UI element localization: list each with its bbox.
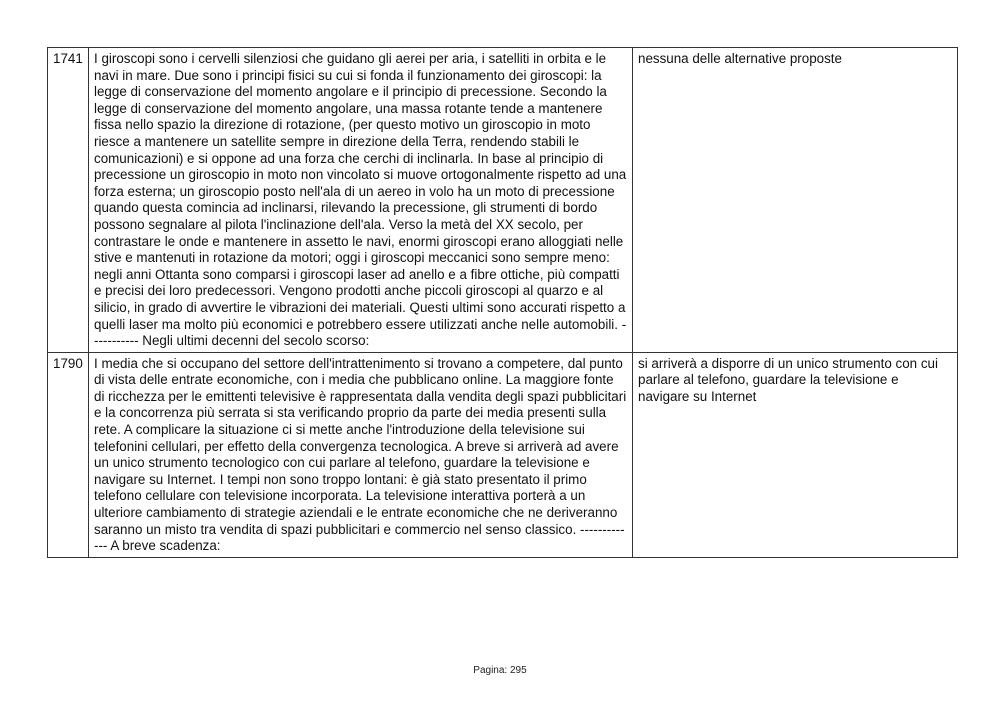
- table-row: [48, 48, 958, 353]
- table-row: [48, 352, 958, 557]
- question-number: 1790: [48, 352, 89, 557]
- answer-text: si arriverà a disporre di un unico strumento con cui parlare al telefono, guardare la televisione e navigare su Internet: [633, 352, 958, 557]
- questions-table: [47, 47, 958, 558]
- question-number: 1741: [48, 48, 89, 353]
- question-text: I media che si occupano del settore dell'intrattenimento si trovano a competere, dal punto di vista delle entrate economiche, con i media che pubblicano online. La maggiore fonte di ricchezza per le emittenti televisive è rappresentata dalla vendita degli spazi pubblicitari e la concorrenza più serrata si sta verificando proprio da parte dei media presenti sulla rete. A complicare la situazione ci si mette anche l'introduzione della televisione sui telefonini cellulari, per effetto della convergenza tecnologica. A breve si arriverà ad avere un unico strumento tecnologico con cui parlare al telefono, guardare la televisione e navigare su Internet. I tempi non sono troppo lontani: è già stato presentato il primo telefono cellulare con televisione incorporata. La televisione interattiva porterà a un ulteriore cambiamento di strategie aziendali e le entrate economiche che ne deriveranno saranno un misto tra vendita di spazi pubblicitari e commercio nel senso classico. ------------- A breve scadenza:: [89, 352, 633, 557]
- page-number: Pagina: 295: [473, 665, 527, 676]
- answer-text: nessuna delle alternative proposte: [633, 48, 958, 353]
- question-text: I giroscopi sono i cervelli silenziosi che guidano gli aerei per aria, i satelliti in orbita e le navi in mare. Due sono i principi fisici su cui si fonda il funzionamento dei giroscopi: la legge di conservazione del momento angolare e il principio di precessione. Secondo la legge di conservazione del momento angolare, una massa rotante tende a mantenere fissa nello spazio la direzione di rotazione, (per questo motivo un giroscopio in moto riesce a mantenere un satellite sempre in direzione della Terra, rendendo stabili le comunicazioni) e si oppone ad una forza che cerchi di inclinarla. In base al principio di precessione un giroscopio in moto non vincolato si muove ortogonalmente rispetto ad una forza esterna; un giroscopio posto nell'ala di un aereo in volo ha un moto di precessione quando questa comincia ad inclinarsi, rilevando la precessione, gli strumenti di bordo possono segnalare al pilota l'inclinazione dell'ala. Verso la metà del XX secolo, per contrastare le onde e mantenere in assetto le navi, enormi giroscopi erano alloggiati nelle stive e mantenuti in rotazione da motori; oggi i giroscopi meccanici sono sempre meno: negli anni Ottanta sono comparsi i giroscopi laser ad anello e a fibre ottiche, più compatti e precisi dei loro predecessori. Vengono prodotti anche piccoli giroscopi al quarzo e al silicio, in grado di avvertire le vibrazioni dei materiali. Questi ultimi sono accurati rispetto a quelli laser ma molto più economici e potrebbero essere utilizzati anche nelle automobili. ----------- Negli ultimi decenni del secolo scorso:: [89, 48, 633, 353]
